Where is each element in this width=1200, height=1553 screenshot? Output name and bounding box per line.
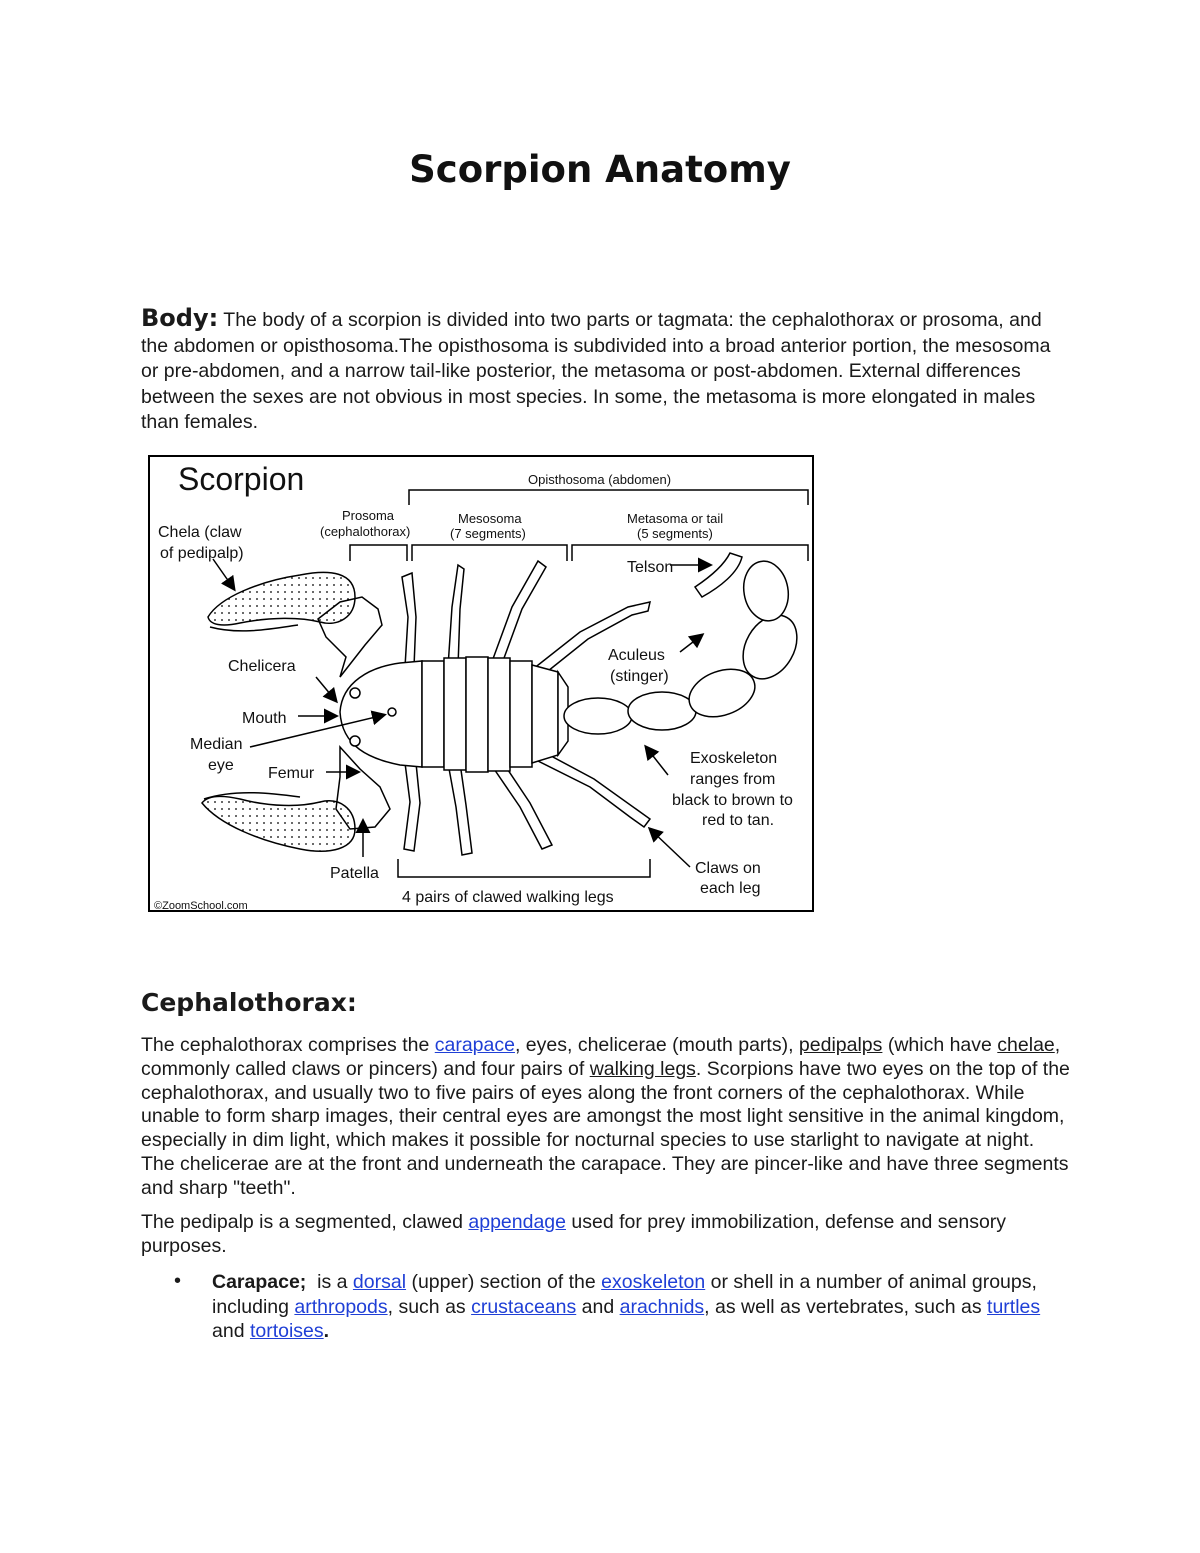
cephalothorax-heading: Cephalothorax: <box>141 988 357 1017</box>
label-aculeus: Aculeus <box>608 647 665 664</box>
text-run: The pedipalp is a segmented, clawed <box>141 1211 469 1233</box>
body-paragraph <box>141 306 1071 436</box>
text-run: . <box>323 1320 330 1342</box>
bullet-dot: • <box>174 1270 182 1292</box>
label-femur: Femur <box>268 765 315 782</box>
carapace-link[interactable]: carapace <box>434 1034 515 1056</box>
pedipalps-link[interactable]: pedipalps <box>798 1034 883 1056</box>
label-median: Median <box>190 736 243 753</box>
diagram-title: Scorpion <box>178 461 305 497</box>
text-run: , as well as vertebrates, such as <box>704 1295 988 1318</box>
label-claws-sub: each leg <box>700 880 761 897</box>
text-run: , such as <box>387 1295 472 1318</box>
arachnids-link[interactable]: arachnids <box>619 1295 705 1318</box>
label-chela-sub: of pedipalp) <box>160 545 244 562</box>
exoskeleton-link[interactable]: exoskeleton <box>601 1271 706 1293</box>
body-text: The body of a scorpion is divided into two parts or tagmata: the cephalothorax or prosoma, and the abdomen or opisthosoma.The opisthosoma is subdivided into a broad anterior portion, the mesosoma or pre-abdomen, and a narrow tail-like posterior, the metasoma or post-abdomen. External differences between the sexes are not obvious in most species. In some, the metasoma is more elongated in males than females. <box>141 309 1051 433</box>
label-walking-legs: 4 pairs of clawed walking legs <box>402 889 614 906</box>
label-exoskeleton-4: red to tan. <box>702 812 775 829</box>
label-median-sub: eye <box>208 757 234 774</box>
label-opisthosoma: Opisthosoma (abdomen) <box>528 472 672 487</box>
text-run: The cephalothorax comprises the <box>141 1034 435 1056</box>
label-exoskeleton-3: black to brown to <box>672 792 793 809</box>
scorpion-diagram <box>148 455 814 912</box>
text-run: (which have <box>882 1034 998 1056</box>
diagram-credit: ©ZoomSchool.com <box>154 900 248 910</box>
label-metasoma-sub: (5 segments) <box>637 526 713 541</box>
label-mesosoma-sub: (7 segments) <box>450 526 526 541</box>
arthropods-link[interactable]: arthropods <box>294 1295 388 1318</box>
text-run: (upper) section of the <box>406 1271 602 1293</box>
label-metasoma: Metasoma or tail <box>627 511 724 526</box>
label-mouth: Mouth <box>242 710 287 727</box>
label-aculeus-sub: (stinger) <box>610 668 669 685</box>
scorpion-diagram-svg <box>150 457 812 910</box>
appendage-link[interactable]: appendage <box>468 1211 566 1233</box>
body-label: Body: <box>141 304 219 332</box>
text-run: , commonly called claws or pincers) and four pairs of <box>141 1034 1061 1080</box>
text-run: is a <box>306 1271 353 1293</box>
label-chela: Chela (claw <box>158 524 242 541</box>
cephalothorax-paragraph <box>141 1034 1071 1201</box>
turtles-link[interactable]: turtles <box>987 1295 1041 1318</box>
text-run: . Scorpions have two eyes on the top of the cephalothorax, and usually two to five pairs of eyes along the front corners of the cephalothorax. While unable to form sharp images, their central eyes are amongst the most light sensitive in the animal kingdom, especially in dim light, which makes it possible for nocturnal species to use starlight to navigate at night. The chelicerae are at the front and underneath the carapace. They are pincer-like and have three segments and sharp "teeth". <box>141 1057 1070 1199</box>
label-chelicera: Chelicera <box>228 658 296 675</box>
carapace-label: Carapace; <box>212 1271 307 1293</box>
pedipalp-paragraph <box>141 1211 1071 1259</box>
crustaceans-link[interactable]: crustaceans <box>471 1295 577 1318</box>
label-claws: Claws on <box>695 860 761 877</box>
label-prosoma: Prosoma <box>342 508 395 523</box>
label-exoskeleton-2: ranges from <box>690 771 776 788</box>
label-prosoma-sub: (cephalothorax) <box>320 524 411 539</box>
page-title: Scorpion Anatomy <box>409 148 791 191</box>
text-run: and <box>576 1295 620 1318</box>
text-run: , eyes, chelicerae (mouth parts), <box>514 1034 799 1056</box>
tortoises-link[interactable]: tortoises <box>249 1320 324 1342</box>
dorsal-link[interactable]: dorsal <box>352 1271 407 1293</box>
chelae-link[interactable]: chelae <box>997 1034 1055 1056</box>
label-telson: Telson <box>627 559 674 576</box>
text-run: used for prey immobilization, defense and sensory purposes. <box>141 1211 1007 1257</box>
carapace-bullet-text <box>212 1270 1052 1344</box>
label-exoskeleton-1: Exoskeleton <box>690 750 778 767</box>
text-run: and <box>212 1320 250 1342</box>
label-mesosoma: Mesosoma <box>458 511 522 526</box>
walking-legs-link[interactable]: walking legs <box>589 1057 696 1080</box>
text-run: or shell in a number of animal groups, including <box>212 1271 1037 1318</box>
label-patella: Patella <box>330 865 379 882</box>
